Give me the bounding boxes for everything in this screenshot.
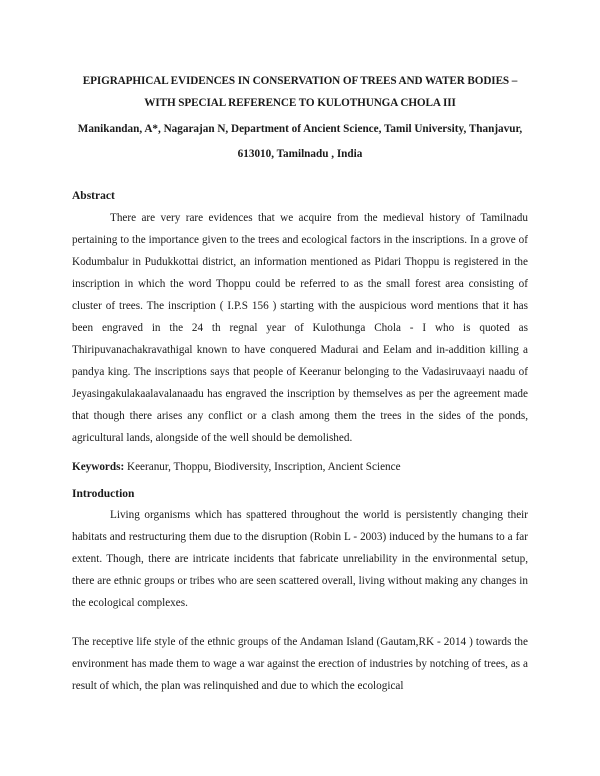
- author-affiliation: Manikandan, A*, Nagarajan N, Department of Ancient Science, Tamil University, Thanjavur, 613010, Tamilnadu , India: [77, 123, 523, 160]
- introduction-heading: Introduction: [72, 488, 135, 500]
- paper-title: EPIGRAPHICAL EVIDENCES IN CONSERVATION OF TREES AND WATER BODIES – WITH SPECIAL REFERENCE TO KULOTHUNGA CHOLA III: [82, 75, 518, 109]
- abstract-text: There are very rare evidences that we acquire from the medieval history of Tamilnadu pertaining to the importance given to the trees and ecological factors in the inscriptions. In a grove of Kodumbalur in Pudukkottai district, an information mentioned as Pidari Thoppu is registered in the inscription in which the word Thoppu could be referred to as the small forest area consisting of cluster of trees. The inscription ( I.P.S 156 ) starting with the auspicious word mentions that it has been engraved in the 24 th regnal year of Kulothunga Chola - I who is quoted as Thiripuvanachakravathigal known to have conquered Madurai and Eelam and in-addition killing a pandya king. The inscriptions says that people of Keeranur belonging to the Vadasiruvaayi naadu of Jeyasingakulakaalavalanaadu has engraved the inscription by themselves as per the agreement made that though there arises any conflict or a clash among them the trees in the sides of the ponds, agricultural lands, alongside of the well should be demolished.: [72, 212, 528, 444]
- keywords-text: Keeranur, Thoppu, Biodiversity, Inscription, Ancient Science: [124, 461, 401, 473]
- abstract-heading: Abstract: [72, 190, 115, 202]
- keywords-line: [72, 461, 401, 473]
- keywords-label: Keywords:: [72, 461, 125, 473]
- introduction-paragraph-2: The receptive life style of the ethnic groups of the Andaman Island (Gautam,RK - 2014 ) towards the environment has made them to wage a war against the erection of industries by notching of trees, as a result of which, the plan was relinquished and due to which the ecological: [72, 636, 528, 692]
- introduction-paragraph-1: Living organisms which has spattered throughout the world is persistently changing their habitats and restructuring them due to the disruption (Robin L - 2003) induced by the humans to a far extent. Though, there are intricate incidents that fabricate unreliability in the environmental setup, there are ethnic groups or tribes who are seen scattered overall, living without making any changes in the ecological complexes.: [72, 509, 528, 609]
